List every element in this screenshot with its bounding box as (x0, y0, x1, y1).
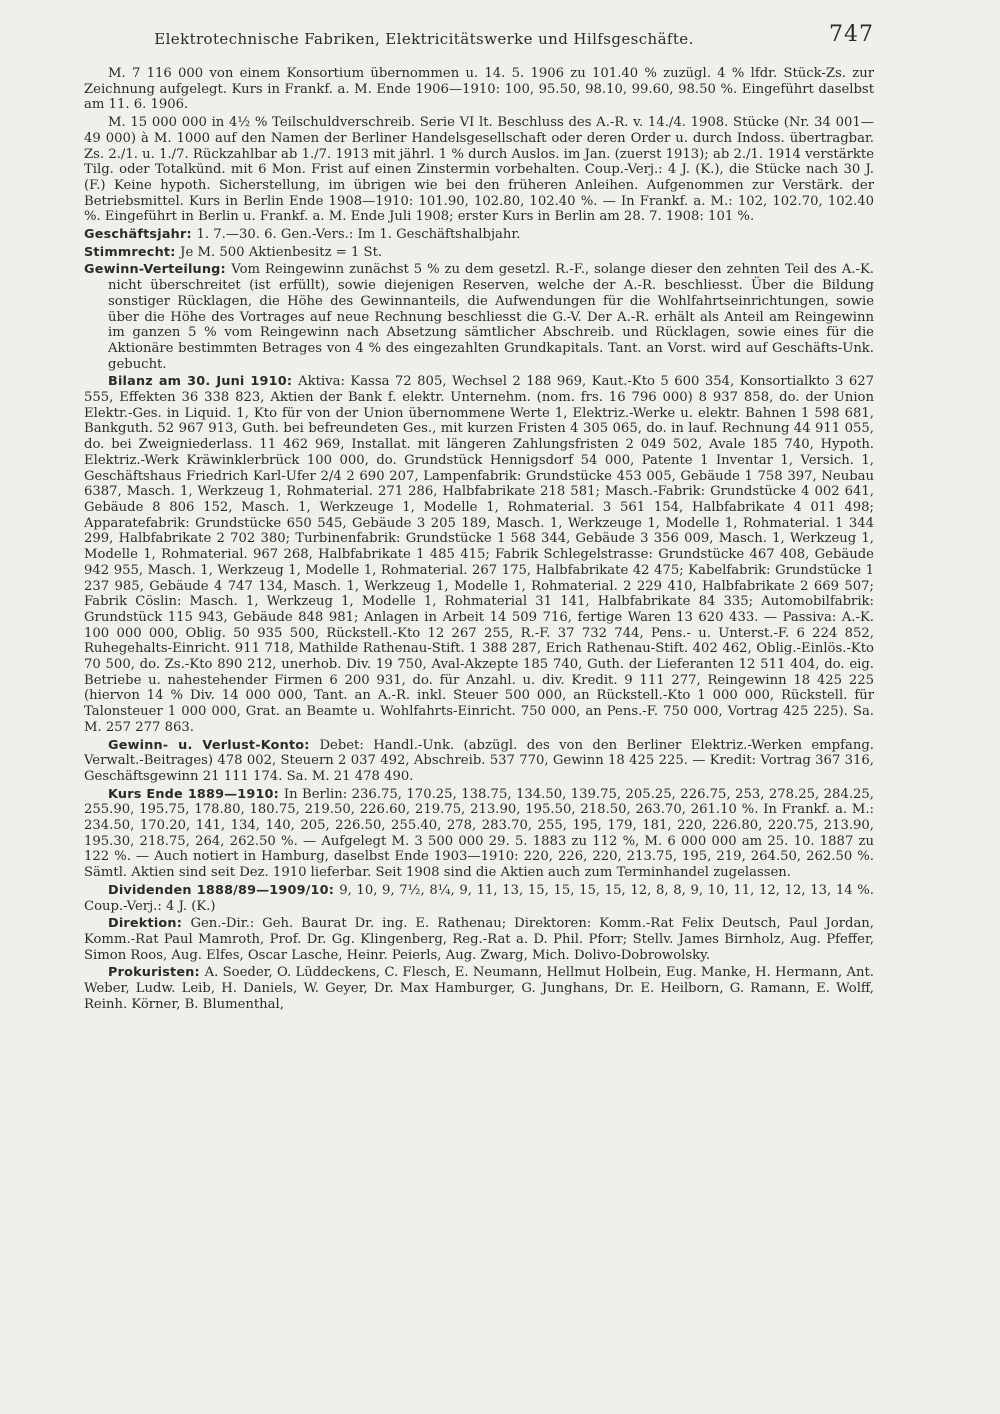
paragraph-gewinn-verteilung (84, 262, 874, 372)
body-text (84, 66, 874, 1012)
paragraph-geschaeftsjahr (84, 227, 874, 243)
paragraph-direktion (84, 916, 874, 963)
paragraph-dividenden (84, 883, 874, 914)
paragraph-text: M. 7 116 000 von einem Konsortium übernommen u. 14. 5. 1906 zu 101.40 % zuzügl. 4 % lfdr. Stück-Zs. zur Zeichnung aufgelegt. Kurs in Frankf. a. M. Ende 1906—1910: 100, 95.50, 98.10, 99.60, 98.50 %. Eingeführt daselbst am 11. 6. 1906. (84, 66, 874, 113)
running-title: Elektrotechnische Fabriken, Elektricitätswerke und Hilfsgeschäfte. (154, 30, 694, 48)
paragraph-stimmrecht (84, 245, 874, 261)
paragraph-text: Je M. 500 Aktienbesitz = 1 St. (180, 244, 383, 260)
section-heading: Direktion: (108, 916, 191, 932)
page-number: 747 (829, 22, 874, 47)
running-head (84, 22, 874, 56)
paragraph-anleihe-1 (84, 66, 874, 113)
section-heading: Gewinn- u. Verlust-Konto: (108, 737, 320, 753)
paragraph-text: 1. 7.—30. 6. Gen.-Vers.: Im 1. Geschäftshalbjahr. (196, 227, 521, 243)
paragraph-text: Gen.-Dir.: Geh. Baurat Dr. ing. E. Rathenau; Direktoren: Komm.-Rat Felix Deutsch, Paul Jordan, Komm.-Rat Paul Mamroth, Prof. Dr. Gg. Klingenberg, Reg.-Rat a. D. Phil. Pforr; Stellv. James Birnholz, Aug. Pfeffer, Simon Roos, Aug. Elfes, Oscar Lasche, Heinr. Peierls, Aug. Zwarg, Mich. Dolivo-Dobrowolsky. (84, 916, 874, 963)
paragraph-text: 9, 10, 9, 7½, 8¼, 9, 11, 13, 15, 15, 15, 15, 12, 8, 8, 9, 10, 11, 12, 12, 13, 14 %. Coup.-Verj.: 4 J. (K.) (84, 882, 874, 914)
paragraph-gewinn-verlust (84, 738, 874, 785)
section-heading: Geschäftsjahr: (84, 227, 197, 243)
section-heading: Kurs Ende 1889—1910: (108, 786, 284, 802)
paragraph-text: M. 15 000 000 in 4½ % Teilschuldverschreib. Serie VI lt. Beschluss des A.-R. v. 14./4. 1908. Stücke (Nr. 34 001—49 000) à M. 1000 auf den Namen der Berliner Handelsgesellschaft oder deren Order u. durch Indoss. übertragbar. Zs. 2./1. u. 1./7. Rückzahlbar ab 1./7. 1913 mit jährl. 1 % durch Auslos. im Jan. (zuerst 1913); ab 2./1. 1914 verstärkte Tilg. oder Totalkünd. mit 6 Mon. Frist auf einen Zinstermin vorbehalten. Coup.-Verj.: 4 J. (K.), die Stücke nach 30 J. (F.) Keine hypoth. Sicherstellung, im übrigen wie bei den früheren Anleihen. Aufgenommen zur Verstärk. der Betriebsmittel. Kurs in Berlin Ende 1908—1910: 101.90, 102.80, 102.40 %. — In Frankf. a. M.: 102, 102.70, 102.40 %. Eingeführt in Berlin u. Frankf. a. M. Ende Juli 1908; erster Kurs in Berlin am 28. 7. 1908: 101 %. (84, 115, 874, 225)
paragraph-anleihe-2 (84, 115, 874, 225)
paragraph-prokuristen (84, 965, 874, 1012)
paragraph-text: In Berlin: 236.75, 170.25, 138.75, 134.50, 139.75, 205.25, 226.75, 253, 278.25, 284.25, 255.90, 195.75, 178.80, 180.75, 219.50, 226.60, 219.75, 213.90, 195.50, 218.50, 263.70, 261.10 %. In Frankf. a. M.: 234.50, 170.20, 141, 134, 140, 205, 226.50, 255.40, 278, 283.70, 255, 195, 179, 181, 220, 226.80, 220.75, 213.90, 195.30, 218.75, 264, 262.50 %. — Aufgelegt M. 3 500 000 29. 5. 1883 zu 112 %, M. 6 000 000 am 25. 10. 1887 zu 122 %. — Auch notiert in Hamburg, daselbst Ende 1903—1910: 220, 226, 220, 213.75, 195, 219, 264.50, 262.50 %. Sämtl. Aktien sind seit Dez. 1910 lieferbar. Seit 1908 sind die Aktien auch zum Terminhandel zugelassen. (84, 786, 874, 881)
paragraph-bilanz (84, 374, 874, 735)
paragraph-text: Debet: Handl.-Unk. (abzügl. des von den Berliner Elektriz.-Werken empfang. Verwalt.-Beitrages) 478 002, Steuern 2 037 492, Abschreib. 537 770, Gewinn 18 425 225. — Kredit: Vortrag 367 316, Geschäftsgewinn 21 111 174. Sa. M. 21 478 490. (84, 737, 874, 784)
section-heading: Gewinn-Verteilung: (84, 262, 232, 278)
paragraph-text: Vom Reingewinn zunächst 5 % zu dem gesetzl. R.-F., solange dieser den zehnten Teil des A.-K. nicht überschreitet (ist erfüllt), sowie diejenigen Reserven, welche der A.-R. beschliesst. Über die Bildung sonstiger Rücklagen, die Höhe des Gewinnanteils, die Aufwendungen für die Wohlfahrtseinrichtungen, sowie über die Höhe des Vortrages auf neue Rechnung beschliesst die G.-V. Der A.-R. erhält als Anteil am Reingewinn im ganzen 5 % vom Reingewinn nach Absetzung sämtlicher Abschreib. und Rücklagen, sowie eines für die Aktionäre bestimmten Betrages von 4 % des eingezahlten Grundkapitals. Tant. an Vorst. wird auf Geschäfts-Unk. gebucht. (108, 262, 874, 372)
section-heading: Prokuristen: (108, 965, 205, 981)
paragraph-text: A. Soeder, O. Lüddeckens, C. Flesch, E. Neumann, Hellmut Holbein, Eug. Manke, H. Hermann, Ant. Weber, Ludw. Leib, H. Daniels, W. Geyer, Dr. Max Hamburger, G. Junghans, Dr. E. Heilborn, G. Ramann, E. Wolff, Reinh. Körner, B. Blumenthal, (84, 965, 874, 1012)
paragraph-text: Aktiva: Kassa 72 805, Wechsel 2 188 969, Kaut.-Kto 5 600 354, Konsortialkto 3 627 555, Effekten 36 338 823, Aktien der Bank f. elektr. Unternehm. (nom. frs. 16 796 000) 8 937 858, do. der Union Elektr.-Ges. in Liquid. 1, Kto für von der Union übernommene Werte 1, Elektriz.-Werke u. elektr. Bahnen 1 598 681, Bankguth. 52 967 913, Guth. bei befreundeten Ges., mit kurzen Fristen 4 305 065, do. in lauf. Rechnung 44 911 055, do. bei Zweigniederlass. 11 462 969, Installat. mit längeren Zahlungsfristen 2 049 502, Avale 185 740, Hypoth. Elektriz.-Werk Kräwinklerbrück 100 000, do. Grundstück Hennigsdorf 54 000, Patente 1 Inventar 1, Versich. 1, Geschäftshaus Friedrich Karl-Ufer 2/4 2 690 207, Lampenfabrik: Grundstücke 453 005, Gebäude 1 758 397, Neubau 6387, Masch. 1, Werkzeug 1, Rohmaterial. 271 286, Halbfabrikate 218 581; Masch.-Fabrik: Grundstücke 4 002 641, Gebäude 8 806 152, Masch. 1, Werkzeuge 1, Modelle 1, Rohmaterial. 3 561 154, Halbfabrikate 4 011 498; Apparatefabrik: Grundstücke 650 545, Gebäude 3 205 189, Masch. 1, Werkzeuge 1, Modelle 1, Rohmaterial. 1 344 299, Halbfabrikate 2 702 380; Turbinenfabrik: Grundstücke 1 568 344, Gebäude 3 356 009, Masch. 1, Werkzeug 1, Modelle 1, Rohmaterial. 967 268, Halbfabrikate 1 485 415; Fabrik Schlegelstrasse: Grundstücke 467 408, Gebäude 942 955, Masch. 1, Werkzeug 1, Modelle 1, Rohmaterial. 267 175, Halbfabrikate 42 475; Kabelfabrik: Grundstücke 1 237 985, Gebäude 4 747 134, Masch. 1, Werkzeug 1, Modelle 1, Rohmaterial. 2 229 410, Halbfabrikate 2 669 507; Fabrik Cöslin: Masch. 1, Werkzeug 1, Modelle 1, Rohmaterial 31 141, Halbfabrikate 84 335; Automobilfabrik: Grundstück 115 943, Gebäude 848 981; Anlagen in Arbeit 14 509 716, fertige Waren 13 620 433. — Passiva: A.-K. 100 000 000, Oblig. 50 935 500, Rückstell.-Kto 12 267 255, R.-F. 37 732 744, Pens.- u. Unterst.-F. 6 224 852, Ruhegehalts-Einricht. 911 718, Mathilde Rathenau-Stift. 1 388 287, Erich Rathenau-Stift. 402 462, Oblig.-Einlös.-Kto 70 500, do. Zs.-Kto 890 212, unerhob. Div. 19 750, Aval-Akzepte 185 740, Guth. der Lieferanten 12 511 404, do. eig. Betriebe u. nahestehender Firmen 6 200 931, do. für Anzahl. u. div. Kredit. 9 111 277, Reingewinn 18 425 225 (hiervon 14 % Div. 14 000 000, Tant. an A.-R. inkl. Steuer 500 000, an Rückstell.-Kto 1 000 000, Rückstell. für Talonsteuer 1 000 000, Grat. an Beamte u. Wohlfahrts-Einricht. 750 000, an Pens.-F. 750 000, Vortrag 425 225). Sa. M. 257 277 863. (84, 374, 874, 735)
document-page (84, 22, 874, 1392)
section-heading: Dividenden 1888/89—1909/10: (108, 882, 340, 898)
paragraph-kurs (84, 787, 874, 881)
section-heading: Bilanz am 30. Juni 1910: (108, 374, 299, 390)
section-heading: Stimmrecht: (84, 244, 181, 260)
